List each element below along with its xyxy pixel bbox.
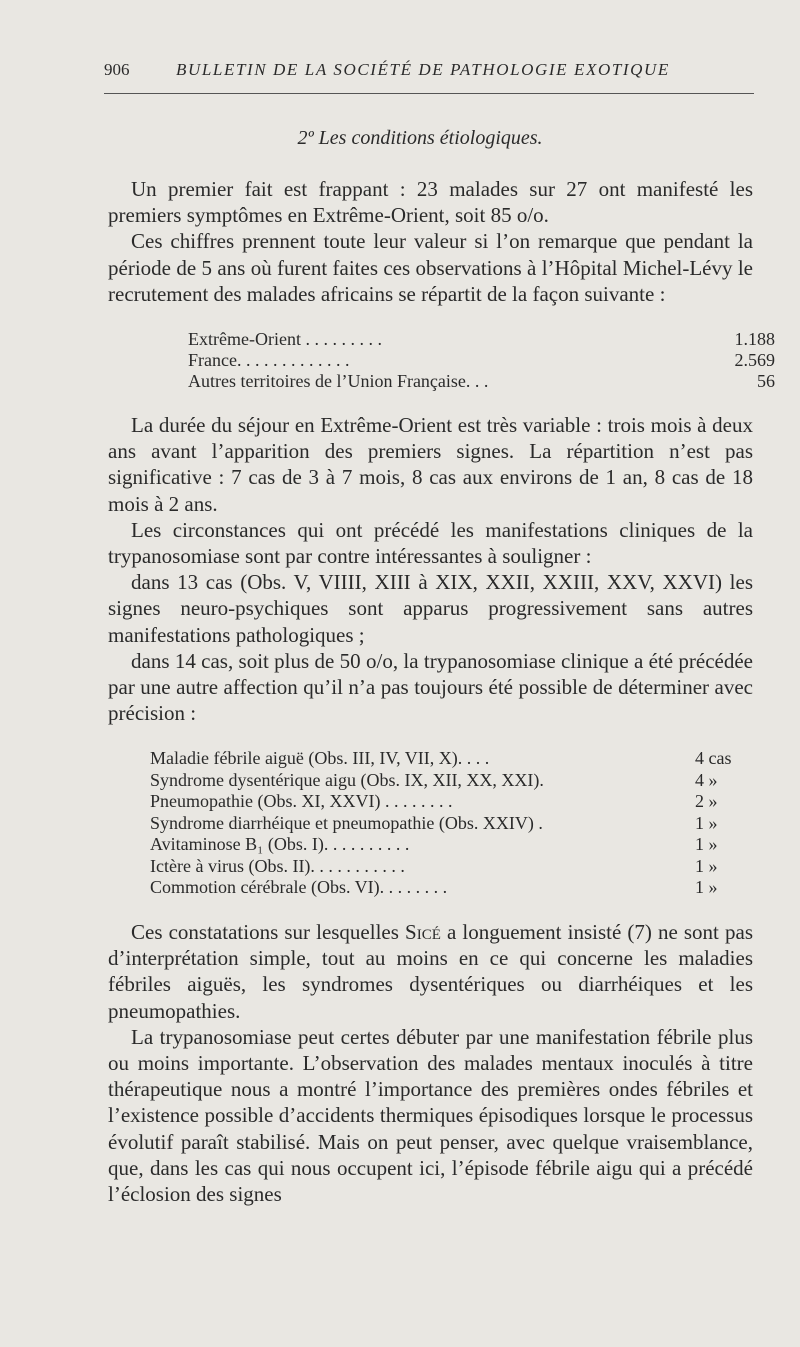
author-name: Sicé bbox=[405, 919, 441, 944]
row-label: Syndrome dysentérique aigu (Obs. IX, XII, XX, XXI). bbox=[150, 769, 544, 790]
table-row bbox=[150, 877, 763, 899]
paragraph-text: Ces constatations sur lesquelles bbox=[131, 919, 406, 944]
table-row bbox=[150, 834, 763, 856]
table-row bbox=[188, 350, 775, 371]
row-label: Avitaminose B₁ (Obs. I). . . . . . . . . . bbox=[150, 834, 410, 855]
row-label: Autres territoires de l’Union Française. . . bbox=[188, 371, 489, 392]
paragraph: La durée du séjour en Extrême-Orient est très variable : trois mois à deux ans avant l’apparition des premiers signes. La répartition n’est pas significative : 7 cas de 3 à 7 mois, 8 cas aux environs de 1 an, 8 cas de 18 mois à 2 ans. bbox=[108, 413, 753, 516]
paragraph: Les circonstances qui ont précédé les manifestations cliniques de la trypanosomiase sont par contre intéressantes à souligner : bbox=[108, 517, 753, 569]
journal-title: BULLETIN DE LA SOCIÉTÉ DE PATHOLOGIE EXOTIQUE bbox=[176, 60, 670, 79]
row-value: 4 » bbox=[695, 769, 718, 790]
table-row bbox=[150, 770, 763, 792]
page-number: 906 bbox=[104, 60, 130, 79]
body-text bbox=[108, 176, 775, 1207]
row-value: 4 cas bbox=[695, 748, 732, 769]
paragraph: Ces chiffres prennent toute leur valeur si l’on remarque que pendant la période de 5 ans où furent faites ces observations à l’Hôpital Michel-Lévy le recrutement des malades africains se répartit de la façon suivante : bbox=[108, 229, 753, 306]
table-row bbox=[150, 791, 763, 813]
recruitment-table bbox=[188, 329, 775, 392]
row-value: 1.188 bbox=[734, 329, 775, 350]
row-label: Ictère à virus (Obs. II). . . . . . . . . . . bbox=[150, 855, 405, 876]
row-value: 1 » bbox=[695, 877, 718, 898]
affection-table bbox=[150, 748, 763, 899]
table-row bbox=[150, 813, 763, 835]
row-value: 1 » bbox=[695, 812, 718, 833]
row-value: 2.569 bbox=[734, 350, 775, 371]
paragraph: La trypanosomiase peut certes débuter par une manifestation fébrile plus ou moins importante. L’observation des malades mentaux inoculés à titre thérapeutique nous a montré l’importance des premières ondes fébriles et l’existence possible d’accidents thermiques épisodiques lorsque le processus évolutif paraît stabilisé. Mais on peut penser, avec quelque vraisemblance, que, dans les cas qui nous occupent ici, l’épisode fébrile aigu qui a précédé l’éclosion des signes bbox=[108, 1024, 753, 1206]
table-row bbox=[188, 371, 775, 392]
paragraph-text: a longuement insisté (7) ne sont pas d’interprétation simple, tout au moins en ce qui concerne les maladies fébriles aiguës, les syndromes dysentériques ou diarrhéiques et les pneumopathies. bbox=[108, 919, 753, 1023]
section-title: 2º Les conditions étiologiques. bbox=[297, 127, 543, 149]
paragraph: Un premier fait est frappant : 23 malades sur 27 ont manifesté les premiers symptômes en Extrême-Orient, soit 85 o/o. bbox=[108, 177, 753, 228]
header-rule bbox=[104, 93, 754, 94]
paragraph: dans 14 cas, soit plus de 50 o/o, la trypanosomiase clinique a été précédée par une autre affection qu’il n’a pas toujours été possible de déterminer avec précision : bbox=[108, 648, 753, 726]
row-label: France. . . . . . . . . . . . . bbox=[188, 350, 350, 371]
row-value: 56 bbox=[757, 371, 775, 392]
table-row bbox=[188, 329, 775, 350]
paragraph: dans 13 cas (Obs. V, VIIII, XIII à XIX, XXII, XXIII, XXV, XXVI) les signes neuro-psychiques sont apparus progressivement sans autres manifestations pathologiques ; bbox=[108, 570, 753, 647]
paragraph bbox=[108, 919, 753, 1024]
table-row bbox=[150, 748, 763, 770]
row-label: Pneumopathie (Obs. XI, XXVI) . . . . . . . . bbox=[150, 791, 453, 812]
row-label: Syndrome diarrhéique et pneumopathie (Obs. XXIV) . bbox=[150, 812, 543, 833]
row-value: 1 » bbox=[695, 855, 718, 876]
row-label: Maladie fébrile aiguë (Obs. III, IV, VII, X). . . . bbox=[150, 748, 490, 769]
row-value: 1 » bbox=[695, 834, 718, 855]
row-value: 2 » bbox=[695, 791, 718, 812]
table-row bbox=[150, 856, 763, 878]
row-label: Extrême-Orient . . . . . . . . . bbox=[188, 329, 382, 350]
row-label: Commotion cérébrale (Obs. VI). . . . . . . . bbox=[150, 877, 448, 898]
